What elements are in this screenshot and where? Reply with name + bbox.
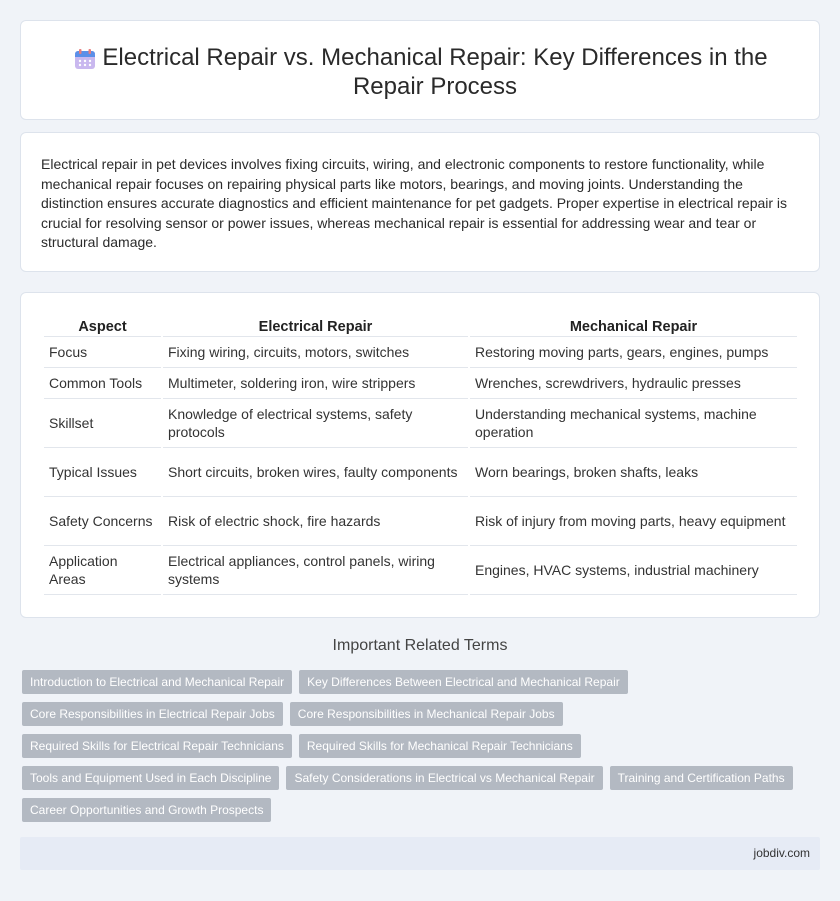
related-term-tag[interactable]: Career Opportunities and Growth Prospects <box>22 798 271 822</box>
table-row <box>44 337 797 368</box>
comparison-card <box>20 292 820 618</box>
cell-mechanical: Worn bearings, broken shafts, leaks <box>470 448 797 497</box>
table-row <box>44 448 797 497</box>
intro-paragraph: Electrical repair in pet devices involves fixing circuits, wiring, and electronic components to restore functionality, while mechanical repair focuses on repairing physical parts like motors, bearings, and moving joints. Understanding the distinction ensures accurate diagnostics and efficient maintenance for pet gadgets. Proper expertise in electrical repair is crucial for resolving sensor or power issues, whereas mechanical repair is essential for addressing wear and tear or structural damage. <box>41 156 788 251</box>
cell-electrical: Electrical appliances, control panels, wiring systems <box>163 546 468 595</box>
cell-aspect: Safety Concerns <box>44 497 161 546</box>
cell-mechanical: Engines, HVAC systems, industrial machinery <box>470 546 797 595</box>
related-terms-list <box>22 670 802 830</box>
intro-card <box>20 132 820 272</box>
comparison-table <box>42 317 799 595</box>
cell-aspect: Focus <box>44 337 161 368</box>
cell-electrical: Knowledge of electrical systems, safety protocols <box>163 399 468 448</box>
cell-electrical: Fixing wiring, circuits, motors, switches <box>163 337 468 368</box>
table-row <box>44 546 797 595</box>
cell-electrical: Short circuits, broken wires, faulty components <box>163 448 468 497</box>
cell-aspect: Common Tools <box>44 368 161 399</box>
related-term-tag[interactable]: Introduction to Electrical and Mechanical Repair <box>22 670 292 694</box>
header-mechanical: Mechanical Repair <box>470 317 797 337</box>
table-header-row <box>44 317 797 337</box>
cell-mechanical: Understanding mechanical systems, machine operation <box>470 399 797 448</box>
cell-mechanical: Restoring moving parts, gears, engines, pumps <box>470 337 797 368</box>
cell-aspect: Application Areas <box>44 546 161 595</box>
cell-mechanical: Risk of injury from moving parts, heavy equipment <box>470 497 797 546</box>
related-term-tag[interactable]: Training and Certification Paths <box>610 766 793 790</box>
table-row <box>44 368 797 399</box>
header-aspect: Aspect <box>44 317 161 337</box>
table-row <box>44 399 797 448</box>
related-terms-heading: Important Related Terms <box>332 637 508 654</box>
footer-site-link[interactable]: jobdiv.com <box>753 846 810 860</box>
related-term-tag[interactable]: Key Differences Between Electrical and Mechanical Repair <box>299 670 628 694</box>
footer <box>20 837 820 870</box>
related-term-tag[interactable]: Required Skills for Electrical Repair Technicians <box>22 734 292 758</box>
page-title: Electrical Repair vs. Mechanical Repair: Key Differences in the Repair Process <box>102 44 768 100</box>
related-term-tag[interactable]: Tools and Equipment Used in Each Discipline <box>22 766 279 790</box>
cell-mechanical: Wrenches, screwdrivers, hydraulic presses <box>470 368 797 399</box>
table-row <box>44 497 797 546</box>
related-term-tag[interactable]: Core Responsibilities in Mechanical Repair Jobs <box>290 702 563 726</box>
cell-aspect: Typical Issues <box>44 448 161 497</box>
related-term-tag[interactable]: Core Responsibilities in Electrical Repair Jobs <box>22 702 283 726</box>
cell-aspect: Skillset <box>44 399 161 448</box>
cell-electrical: Multimeter, soldering iron, wire strippers <box>163 368 468 399</box>
title-card <box>20 20 820 120</box>
header-electrical: Electrical Repair <box>163 317 468 337</box>
related-term-tag[interactable]: Safety Considerations in Electrical vs Mechanical Repair <box>286 766 602 790</box>
related-term-tag[interactable]: Required Skills for Mechanical Repair Technicians <box>299 734 581 758</box>
cell-electrical: Risk of electric shock, fire hazards <box>163 497 468 546</box>
